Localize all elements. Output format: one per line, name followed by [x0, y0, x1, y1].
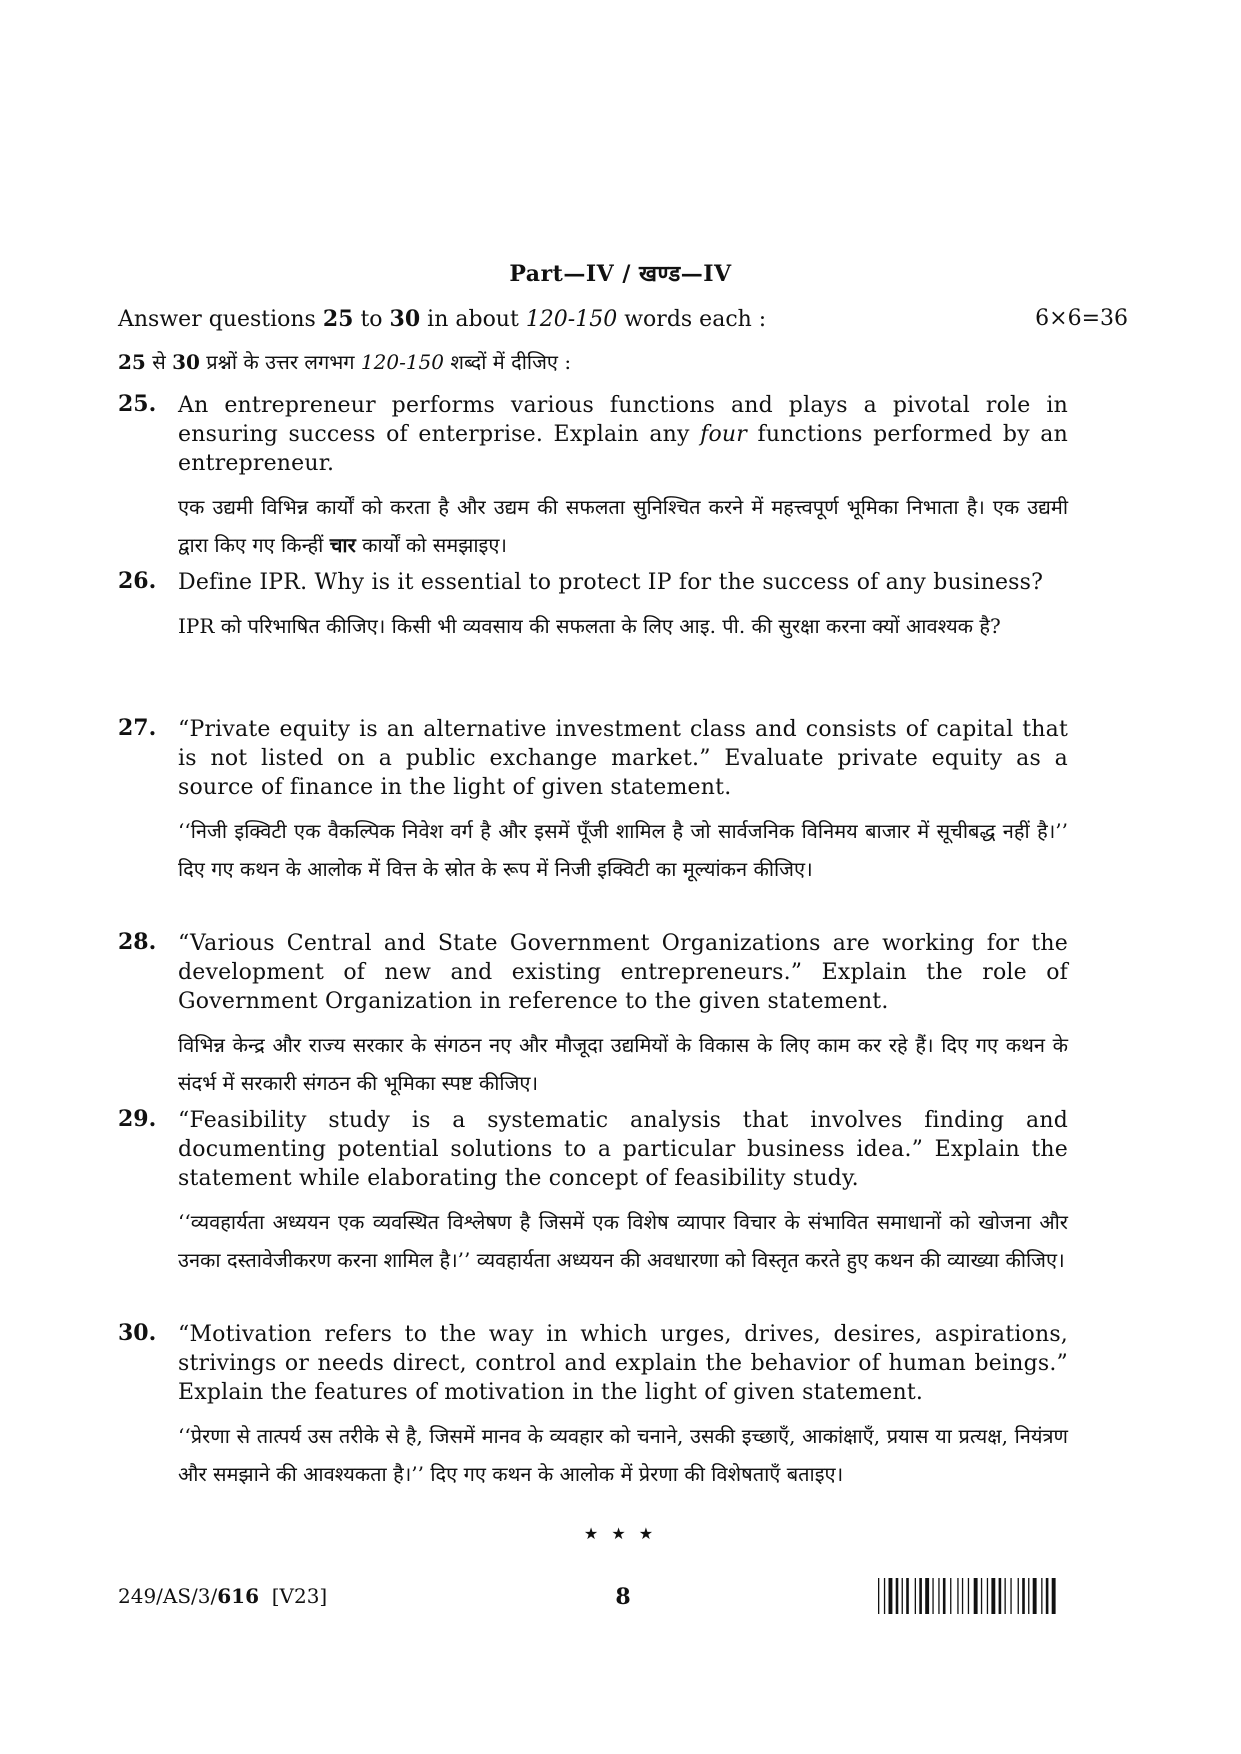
- question-text-hi: ‘‘व्यवहार्यता अध्ययन एक व्यवस्थित विश्लेषण है जिसमें एक विशेष व्यापार विचार के संभावित समाधानों को खोजना और उनका दस्तावेजीकरण करना शामिल है।’’ व्यवहार्यता अध्ययन की अवधारणा को विस्तृत करते हुए कथन की व्याख्या कीजिए।: [178, 1210, 1068, 1272]
- question-number: 26.: [118, 568, 157, 594]
- part-title: Part—IV / खण्ड—IV: [509, 261, 732, 287]
- barcode-bar: [962, 1578, 963, 1614]
- barcode-bar: [938, 1578, 939, 1614]
- barcode-bar: [991, 1578, 995, 1614]
- question-29: [118, 1106, 1068, 1279]
- marks-allocation: 6×6=36: [1035, 306, 1128, 331]
- barcode-bar: [1022, 1578, 1025, 1614]
- barcode-bar: [1041, 1578, 1042, 1614]
- page-footer: [118, 1578, 1128, 1618]
- question-text-en: “Private equity is an alternative investment class and consists of capital that is not listed on a public exchange market.” Evaluate private equity as a source of finance in the light of given statement.: [178, 717, 1068, 800]
- barcode-bar: [896, 1578, 899, 1614]
- instruction-hindi: 25 से 30 प्रश्नों के उत्तर लगभग 120-150 शब्दों में दीजिए :: [118, 350, 572, 374]
- barcode-bar: [925, 1578, 929, 1614]
- question-27: [118, 715, 1068, 888]
- barcode-bar: [878, 1578, 879, 1614]
- barcode-bar: [932, 1578, 933, 1614]
- barcode-bar: [950, 1578, 951, 1614]
- question-text-en: An entrepreneur performs various functions and plays a pivotal role in ensuring success of enterprise. Explain any four functions performed by an entrepreneur.: [178, 393, 1068, 476]
- barcode-bar: [884, 1578, 885, 1614]
- barcode-bar: [1005, 1578, 1006, 1614]
- instruction-english: [118, 306, 1128, 332]
- barcode-bar: [1046, 1578, 1049, 1614]
- question-28: [118, 929, 1068, 1102]
- barcode-bar: [1028, 1578, 1029, 1614]
- barcode-bar: [943, 1578, 946, 1614]
- question-text-en: Define IPR. Why is it essential to protect IP for the success of any business?: [178, 570, 1044, 595]
- question-number: 25.: [118, 391, 157, 417]
- barcode-bar: [919, 1578, 922, 1614]
- barcode-bar: [1018, 1578, 1019, 1614]
- barcode-bar: [889, 1578, 893, 1614]
- page-number: 8: [615, 1584, 631, 1610]
- question-text-en: “Motivation refers to the way in which urges, drives, desires, aspirations, strivings or needs direct, control and explain the behavior of human beings.” Explain the features of motivation in the light of given statement.: [178, 1322, 1068, 1405]
- question-text-hi: ‘‘निजी इक्विटी एक वैकल्पिक निवेश वर्ग है और इसमें पूँजी शामिल है जो सार्वजनिक विनिमय बाजार में सूचीबद्ध नहीं है।’’ दिए गए कथन के आलोक में वित्त के स्रोत के रूप में निजी इक्विटी का मूल्यांकन कीजिए।: [178, 819, 1068, 881]
- barcode-bar: [999, 1578, 1002, 1614]
- question-25: [118, 391, 1068, 564]
- barcode-bar: [1010, 1578, 1011, 1614]
- question-text-hi: विभिन्न केन्द्र और राज्य सरकार के संगठन नए और मौजूदा उद्यमियों के विकास के लिए काम कर रहे हैं। दिए गए कथन के संदर्भ में सरकारी संगठन की भूमिका स्पष्ट कीजिए।: [178, 1033, 1068, 1095]
- barcode-bar: [1052, 1578, 1056, 1614]
- barcode-bar: [987, 1578, 988, 1614]
- barcode-bar: [981, 1578, 982, 1614]
- barcode-bar: [915, 1578, 916, 1614]
- question-number: 30.: [118, 1320, 157, 1346]
- question-text-en: “Feasibility study is a systematic analysis that involves finding and documenting potential solutions to a particular business idea.” Explain the statement while elaborating the concept of feasibility study.: [178, 1108, 1068, 1191]
- barcode-bar: [902, 1578, 903, 1614]
- question-text-hi: एक उद्यमी विभिन्न कार्यों को करता है और उद्यम की सफलता सुनिश्चित करने में महत्त्वपूर्ण भूमिका निभाता है। एक उद्यमी द्वारा किए गए किन्हीं चार कार्यों को समझाइए।: [178, 495, 1068, 557]
- instruction-text: Answer questions 25 to 30 in about 120-150 words each :: [118, 306, 767, 332]
- end-marker: ★ ★ ★: [583, 1524, 658, 1543]
- barcode-image: [878, 1578, 1128, 1614]
- question-text-hi: IPR को परिभाषित कीजिए। किसी भी व्यवसाय की सफलता के लिए आइ. पी. की सुरक्षा करना क्यों आवश्यक है?: [178, 614, 1001, 638]
- barcode-bar: [906, 1578, 909, 1614]
- question-text-en: “Various Central and State Government Organizations are working for the development of new and existing entrepreneurs.” Explain the role of Government Organization in reference to the given statement.: [178, 931, 1068, 1014]
- barcode-bar: [968, 1578, 969, 1614]
- question-number: 28.: [118, 929, 157, 955]
- barcode-bar: [1033, 1578, 1037, 1614]
- paper-code: 249/AS/3/616 [V23]: [118, 1584, 328, 1608]
- question-26: [118, 568, 1068, 645]
- question-30: [118, 1320, 1068, 1493]
- barcode-bar: [957, 1578, 958, 1614]
- barcode-bar: [974, 1578, 978, 1614]
- question-number: 29.: [118, 1106, 157, 1132]
- question-number: 27.: [118, 715, 157, 741]
- question-text-hi: ‘‘प्रेरणा से तात्पर्य उस तरीके से है, जिसमें मानव के व्यवहार को चनाने, उसकी इच्छाएँ, आकांक्षाएँ, प्रयास या प्रत्यक्ष, नियंत्रण और समझाने की आवश्यकता है।’’ दिए गए कथन के आलोक में प्रेरणा की विशेषताएँ बताइए।: [178, 1424, 1068, 1486]
